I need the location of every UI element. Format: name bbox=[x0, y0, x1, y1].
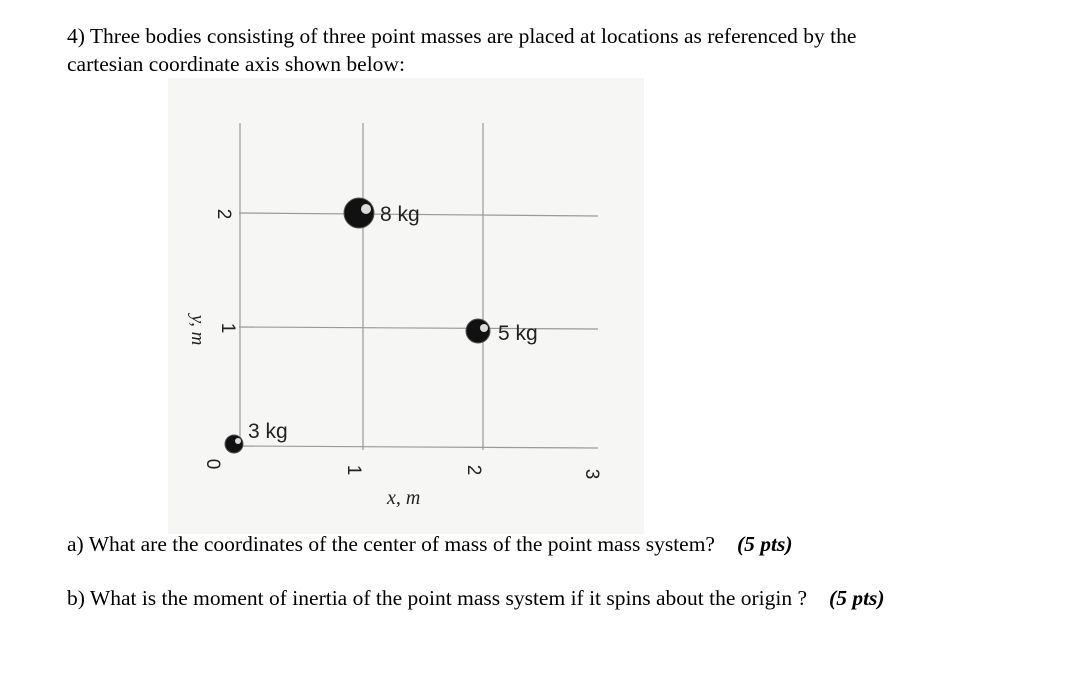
x-tick-0: 0 bbox=[202, 458, 223, 470]
mass-label-3kg: 3 kg bbox=[248, 420, 288, 443]
question-text-line-2: cartesian coordinate axis shown below: bbox=[67, 52, 405, 76]
question-text-line-1: 4) Three bodies consisting of three point masses are placed at locations as referenced by the bbox=[67, 24, 857, 48]
mass-label-8kg: 8 kg bbox=[380, 203, 420, 226]
grid-line-y1 bbox=[239, 327, 598, 329]
coordinate-grid-svg bbox=[168, 78, 644, 534]
part-b-points: (5 pts) bbox=[829, 586, 885, 610]
point-mass-8kg bbox=[344, 198, 374, 228]
y-tick-2: 2 bbox=[213, 208, 234, 220]
point-mass-3kg bbox=[225, 435, 243, 453]
question-part-b bbox=[67, 585, 885, 611]
grid-line-x0-axis bbox=[239, 446, 598, 448]
point-mass-5kg bbox=[466, 319, 490, 343]
part-b-text: b) What is the moment of inertia of the point mass system if it spins about the origin ? bbox=[67, 586, 808, 610]
question-part-a bbox=[67, 531, 793, 557]
x-tick-1: 1 bbox=[343, 464, 364, 476]
y-axis-label: y, m bbox=[187, 314, 208, 346]
x-tick-3: 3 bbox=[581, 468, 602, 480]
y-tick-1: 1 bbox=[217, 322, 238, 334]
part-a-text: a) What are the coordinates of the center of mass of the point mass system? bbox=[67, 532, 715, 556]
x-axis-label: x, m bbox=[387, 487, 421, 509]
mass-label-5kg: 5 kg bbox=[498, 322, 538, 345]
x-tick-2: 2 bbox=[463, 464, 484, 476]
coordinate-figure bbox=[168, 78, 644, 534]
part-a-points: (5 pts) bbox=[736, 532, 793, 556]
